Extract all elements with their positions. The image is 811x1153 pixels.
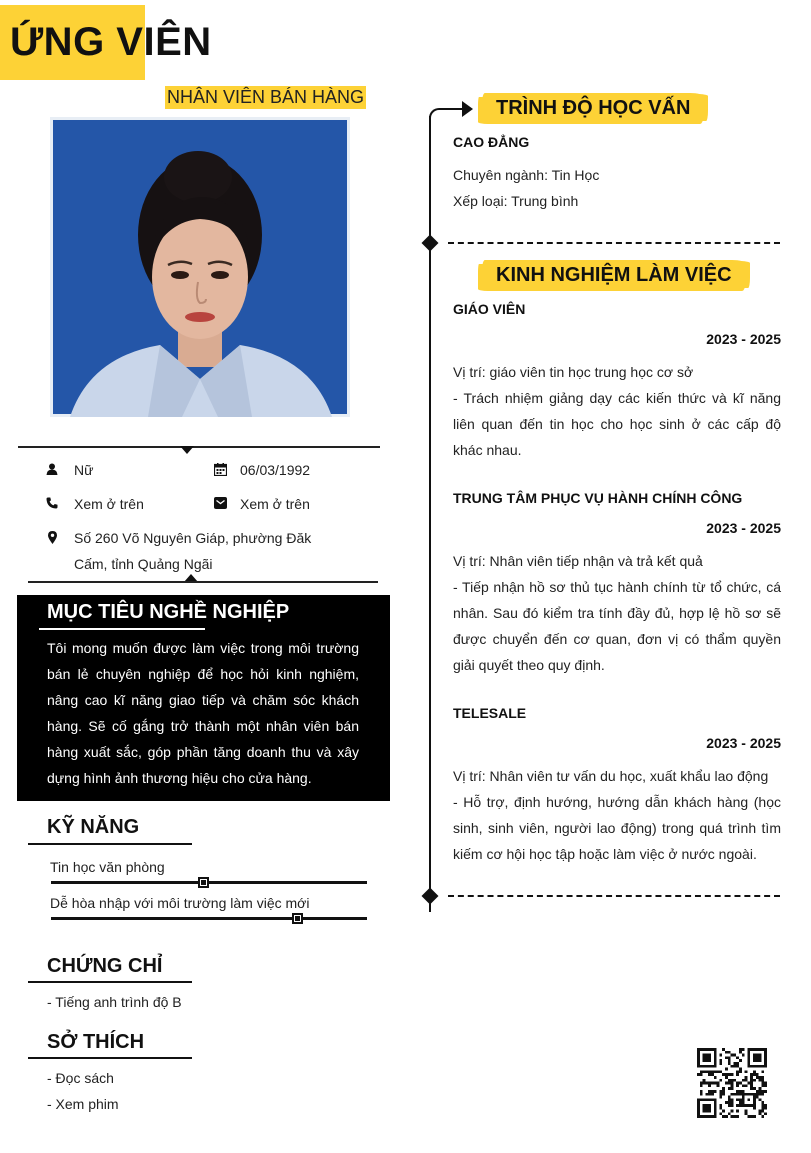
hobbies-rule: [28, 1057, 192, 1059]
experience-period: 2023 - 2025: [706, 520, 781, 536]
hobby-item: - Xem phim: [47, 1096, 119, 1112]
experience-description: - Hỗ trợ, định hướng, hướng dẫn khách hàng (học sinh, sinh viên, người lao động) trong quá trình tìm kiếm cơ hội học tập hoặc làm việc ở nước ngoài.: [453, 794, 781, 862]
skill-bar: [51, 881, 367, 884]
education-major: Chuyên ngành: Tin Học: [453, 167, 600, 183]
skill-label: Dễ hòa nhập với môi trường làm việc mới: [50, 895, 310, 911]
gender-value: Nữ: [74, 462, 94, 478]
experience-company: GIÁO VIÊN: [453, 301, 526, 317]
portrait-image: [50, 117, 350, 417]
qr-code: [697, 1048, 767, 1118]
experience-description: - Trách nhiệm giảng dạy các kiến thức và kĩ năng liên quan đến tin học cho học sinh ở các cấp độ khác nhau.: [453, 390, 781, 458]
timeline-arrow-icon: [462, 101, 473, 117]
certificates-title: CHỨNG CHỈ: [47, 955, 163, 977]
skills-rule: [28, 843, 192, 845]
email-value: Xem ở trên: [240, 496, 310, 512]
objective-rule: [39, 628, 205, 630]
experience-position: Vị trí: Nhân viên tiếp nhận và trả kết quả: [453, 553, 703, 569]
education-school: CAO ĐẲNG: [453, 134, 530, 150]
phone-value: Xem ở trên: [74, 496, 144, 512]
experience-position: Vị trí: giáo viên tin học trung học cơ sở: [453, 364, 694, 380]
certificate-item: - Tiếng anh trình độ B: [47, 994, 182, 1010]
hobbies-title: SỞ THÍCH: [47, 1031, 145, 1053]
experience-company: TELESALE: [453, 705, 527, 721]
experience-title: KINH NGHIỆM LÀM VIỆC: [482, 260, 746, 291]
page-title: ỨNG VIÊN: [10, 20, 212, 64]
education-grade: Xếp loại: Trung bình: [453, 193, 579, 209]
calendar-icon: [212, 461, 228, 477]
section-divider: [448, 242, 780, 244]
address-value: Số 260 Võ Nguyên Giáp, phường Đăk Cấm, tỉnh Quảng Ngãi: [74, 530, 312, 572]
envelope-icon: [212, 495, 228, 511]
timeline-diamond: [422, 888, 439, 905]
job-title: NHÂN VIÊN BÁN HÀNG: [167, 87, 365, 107]
skill-level-marker: [292, 913, 303, 924]
objective-title: MỤC TIÊU NGHỀ NGHIỆP: [47, 601, 290, 623]
skill-label: Tin học văn phòng: [50, 859, 165, 875]
user-icon: [44, 461, 60, 477]
info-top-arrow: [180, 446, 194, 454]
skills-title: KỸ NĂNG: [47, 816, 140, 838]
timeline-diamond: [422, 235, 439, 252]
map-pin-icon: [44, 529, 60, 545]
certificates-rule: [28, 981, 192, 983]
experience-description: - Tiếp nhận hồ sơ thủ tục hành chính từ tổ chức, cá nhân. Sau đó kiểm tra tính đầy đủ, hợp lệ hồ sơ sẽ được chuyển đến cơ quan, đơn vị có thẩm quyền giải quyết theo quy định.: [453, 579, 781, 673]
timeline-corner: [429, 108, 465, 126]
section-divider: [448, 895, 780, 897]
info-top-rule: [18, 446, 380, 448]
hobby-item: - Đọc sách: [47, 1070, 114, 1086]
skill-bar: [51, 917, 367, 920]
birthday-value: 06/03/1992: [240, 462, 311, 478]
phone-icon: [44, 495, 60, 511]
candidate-photo: [50, 117, 350, 417]
experience-company: TRUNG TÂM PHỤC VỤ HÀNH CHÍNH CÔNG: [453, 490, 743, 506]
education-title: TRÌNH ĐỘ HỌC VẤN: [482, 93, 704, 124]
experience-position: Vị trí: Nhân viên tư vấn du học, xuất khẩu lao động: [453, 768, 769, 784]
experience-period: 2023 - 2025: [706, 735, 781, 751]
skill-level-marker: [198, 877, 209, 888]
experience-period: 2023 - 2025: [706, 331, 781, 347]
info-bottom-rule: [28, 581, 378, 583]
objective-section: [17, 595, 390, 801]
objective-text: Tôi mong muốn được làm việc trong môi trường bán lẻ chuyên nghiệp để học hỏi kinh nghiệm, nâng cao kĩ năng giao tiếp và chăm sóc khách hàng. Sẽ cố gắng trở thành một nhân viên bán hàng xuất sắc, góp phần tăng doanh thu và xây dựng hình ảnh thương hiệu cho cửa hàng.: [47, 640, 359, 786]
